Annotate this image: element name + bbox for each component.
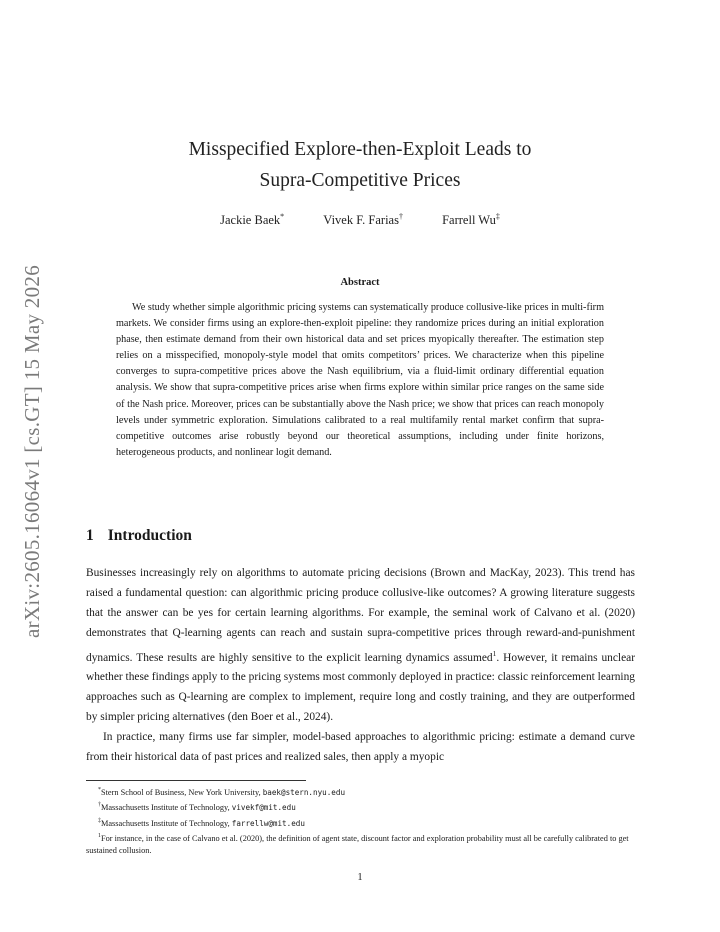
footnote-text: Stern School of Business, New York University, xyxy=(101,787,263,797)
paper-title xyxy=(90,134,630,196)
footnote-text: Massachusetts Institute of Technology, xyxy=(101,803,232,813)
footnote-email: vivekf@mit.edu xyxy=(231,803,296,813)
abstract-heading: Abstract xyxy=(340,277,380,288)
footnote-reference[interactable]: 1 xyxy=(492,648,497,658)
footnotes xyxy=(86,784,635,858)
footnote-text: Massachusetts Institute of Technology, xyxy=(101,818,232,828)
author xyxy=(323,213,403,227)
footnote-mark: ‡ xyxy=(98,817,101,824)
footnote-email: baek@stern.nyu.edu xyxy=(262,787,346,797)
paragraph-text: . However, it remains unclear whether these findings apply to the pricing systems most commonly deployed in practice: classic reinforcement learning approaches such as Q-learning are complex to implement, require long and costly training, and they are outperformed by simpler pricing alternatives (den Boer et al., 2024). xyxy=(86,651,635,724)
section-number: 1 xyxy=(86,527,94,544)
footnote-mark: * xyxy=(98,787,101,793)
introduction-body xyxy=(86,564,635,768)
footnote xyxy=(86,815,635,830)
footnote xyxy=(86,784,635,799)
author-footnote-mark: † xyxy=(398,212,403,221)
author-footnote-mark: * xyxy=(280,212,285,221)
paragraph xyxy=(86,564,635,728)
footnote-mark: 1 xyxy=(98,833,101,840)
arxiv-identifier xyxy=(4,256,60,646)
author xyxy=(442,213,500,227)
section-title: Introduction xyxy=(107,527,192,544)
footnote-email: farrellw@mit.edu xyxy=(231,818,305,828)
footnote xyxy=(86,799,635,814)
author-list xyxy=(90,212,630,228)
paper-title-line-2: Supra-Competitive Prices xyxy=(259,170,461,191)
author-name: Jackie Baek xyxy=(220,213,281,228)
page-number: 1 xyxy=(357,872,363,883)
abstract-text: We study whether simple algorithmic pricing systems can systematically produce collusive-like prices in multi-firm markets. We consider firms using an explore-then-exploit pipeline: they randomize prices during an initial exploration phase, then estimate demand from their own historical data and set prices myopically thereafter. The estimation step relies on a misspecified, monopoly-style model that omits competitors’ prices. We characterize when this pipeline converges to supra-competitive prices above the Nash equilibrium, via a fluid-limit ordinary differential equation analysis. We show that supra-competitive prices arise when firms explore within similar price ranges on the same side of the Nash price. Moreover, prices can be substantially above the Nash price; we show that prices can reach monopoly levels under symmetric exploration. Simulations calibrated to a real multifamily rental market confirm that supra-competitive outcomes arise robustly beyond our theoretical assumptions, including under finite horizons, heterogeneous products, and nonlinear logit demand. xyxy=(116,302,604,458)
paragraph-text: Businesses increasingly rely on algorithms to automate pricing decisions (Brown and MacKay, 2023). This trend has raised a fundamental question: can algorithmic pricing produce collusive-like outcomes? A growing literature suggests that the answer can be yes for certain learning algorithms. For example, the seminal work of Calvano et al. (2020) demonstrates that Q-learning agents can reach and sustain supra-competitive prices through reward-and-punishment dynamics. These results are highly sensitive to the explicit learning dynamics assumed xyxy=(86,567,635,664)
footnote-divider xyxy=(86,780,306,781)
paragraph: In practice, many firms use far simpler, model-based approaches to algorithmic pricing: estimate a demand curve from their historical data of past prices and realized sales, then apply a myopic xyxy=(86,731,635,763)
author xyxy=(220,213,284,227)
paper-title-line-1: Misspecified Explore-then-Exploit Leads to xyxy=(188,139,532,160)
footnote-text: For instance, in the case of Calvano et al. (2020), the definition of agent state, discount factor and exploration probability must all be carefully calibrated to get sustained collusion. xyxy=(86,833,629,856)
footnote-mark: † xyxy=(98,802,101,809)
author-name: Vivek F. Farias xyxy=(323,213,399,228)
author-name: Farrell Wu xyxy=(442,213,496,228)
footnote xyxy=(86,830,635,858)
section-heading xyxy=(86,527,192,545)
author-footnote-mark: ‡ xyxy=(495,212,500,221)
arxiv-identifier-text: arXiv:2605.16064v1 [cs.GT] 15 May 2026 xyxy=(19,264,44,638)
